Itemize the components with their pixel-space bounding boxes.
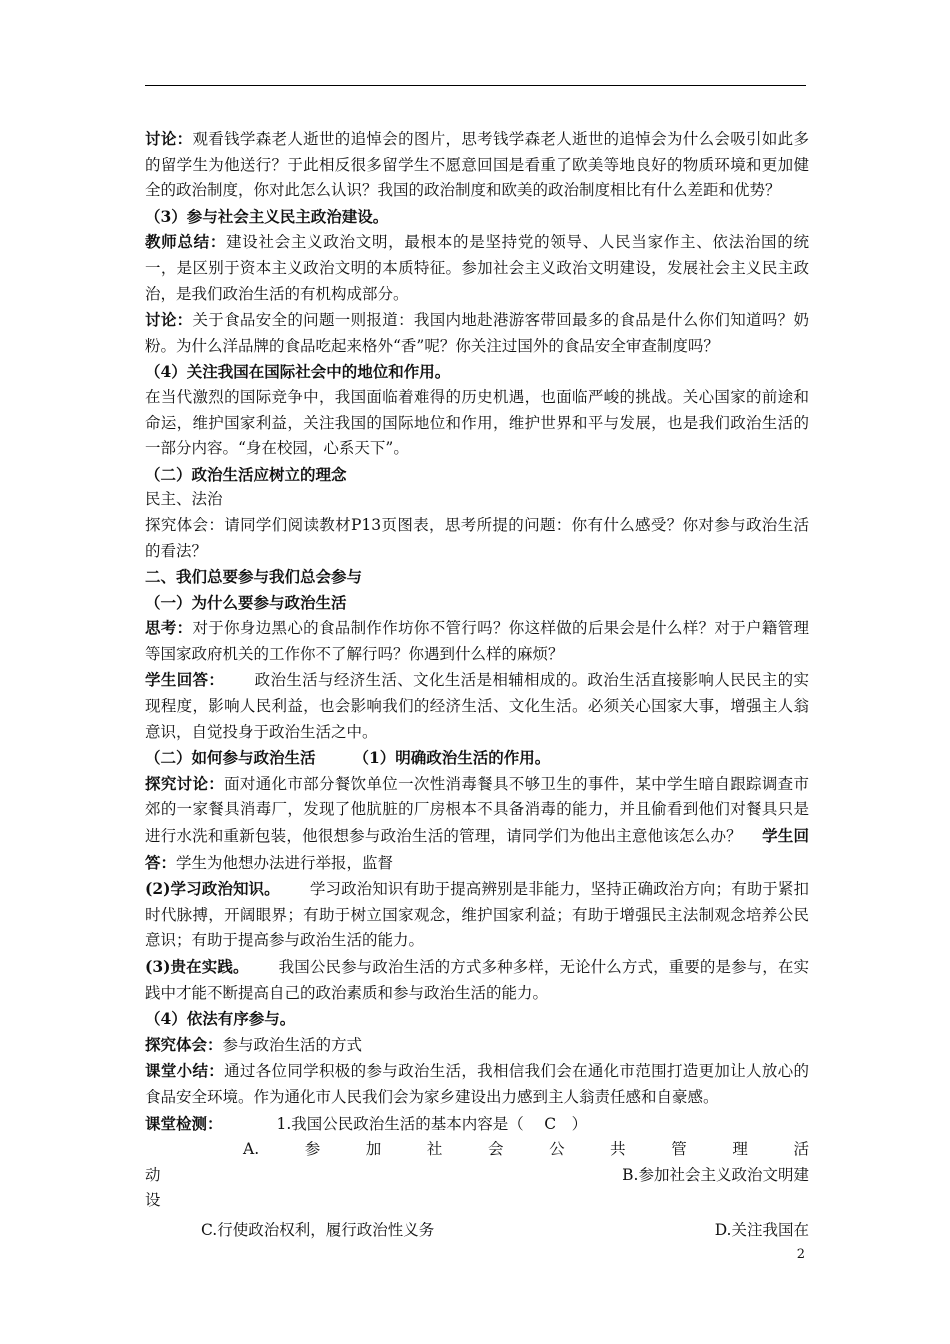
paragraph-student-answer [145,667,809,745]
label: 探究体会： [145,1034,223,1054]
option-a-char: 加 [365,1140,382,1159]
text: 关于食品安全的问题一则报道：我国内地赴港游客带回最多的食品是什么你们知道吗？奶粉。为什么洋品牌的食品吃起来格外“香”呢？你关注过国外的食品安全审查制度吗？ [145,311,809,355]
paragraph-practice [145,954,809,1006]
option-a-char: 会 [487,1140,504,1159]
label: 课堂检测： [145,1113,223,1133]
document-body [145,126,809,1244]
heading-text: 二、我们总要参与我们总会参与 [145,567,363,587]
option-a-char: 参 [304,1140,321,1159]
label: (3)贵在实践。 [145,957,249,976]
label: 课堂小结： [145,1061,225,1081]
text: 面对通化市部分餐饮单位一次性消毒餐具不够卫生的事件，某中学生暗自跟踪调查市郊的一家餐具消毒厂，发现了他肮脏的厂房根本不具备消毒的能力，并且偷看到他们对餐具只是进行水洗和重新包装，他很想参与政治生活的管理，请同学们为他出主意他该怎么办？ [145,774,809,846]
label: 教师总结： [145,232,227,252]
question: 1.我国公民政治生活的基本内容是（ C ） [276,1114,588,1133]
option-b: B.参加社会主义政治文明建 [622,1165,809,1184]
heading-section-2 [145,564,809,590]
paragraph-summary [145,1058,809,1110]
heading-text: （4）关注我国在国际社会中的地位和作用。 [145,362,451,382]
text: 通过各位同学积极的参与政治生活，我相信我们会在通化市范围打造更加让人放心的食品安全环境。作为通化市人民我们会为家乡建设出力感到主人翁责任感和自豪感。 [145,1062,809,1106]
heading-text: （二）政治生活应树立的理念 [145,464,347,484]
paragraph-explore [145,513,809,564]
paragraph-test [145,1111,809,1138]
option-a-b-row [145,1163,809,1189]
option-a-tail: 动 [145,1165,161,1184]
label: 探究讨论： [145,773,225,793]
option-a-char: 活 [793,1140,809,1159]
heading-text: （4）依法有序参与。 [145,1009,296,1029]
text: 参与政治生活的方式 [222,1035,363,1054]
text: 我国公民参与政治生活的方式多种多样，无论什么方式，重要的是参与，在实践中才能不断提高自己的政治素质和参与政治生活的能力。 [145,958,809,1002]
label: 讨论： [145,310,193,330]
paragraph-explore-discussion [145,771,809,876]
option-a-char: 理 [732,1140,748,1159]
paragraph-discussion-1 [145,126,809,204]
label: 思考： [145,618,193,638]
text-2: 学生为他想办法进行举报，监督 [176,853,394,872]
paragraph-learn [145,876,809,954]
text: 探究体会：请同学们阅读教材P13页图表，思考所提的问题：你有什么感受？你对参与政治生活的看法？ [145,515,809,560]
heading-3 [145,204,809,230]
text: 建设社会主义政治文明，最根本的是坚持党的领导、人民当家作主、依法治国的统一，是区别于资本主义政治文明的本质特征。参加社会主义政治文明建设，发展社会主义民主政治，是我们政治生活的有机构成部分。 [145,233,809,303]
option-a [145,1137,809,1163]
header-rule [145,85,806,86]
heading-right: （1）明确政治生活的作用。 [353,748,551,768]
paragraph-discussion-2 [145,307,809,359]
option-c: C.行使政治权利，履行政治性义务 [201,1220,435,1239]
paragraph-democracy [145,487,809,513]
option-a-char: 公 [549,1140,565,1159]
heading-how [145,745,809,771]
label-2: 学生回答： [145,826,809,872]
option-a-char: 管 [671,1140,687,1159]
label: (2)学习政治知识。 [145,879,280,899]
paragraph-teacher-summary [145,229,809,307]
paragraph-think [145,615,809,667]
heading-4 [145,359,809,385]
text: 学习政治知识有助于提高辨别是非能力，坚持正确政治方向；有助于紧扣时代脉搏，开阔眼界；有助于树立国家观念，维护国家利益；有助于增强民主法制观念培养公民意识；有助于提高参与政治生活的能力。 [145,880,809,950]
text: 在当代激烈的国际竞争中，我国面临着难得的历史机遇，也面临严峻的挑战。关心国家的前途和命运，维护国家利益，关注我国的国际地位和作用，维护世界和平与发展，也是我们政治生活的一部分内容。“身在校园，心系天下”。 [145,387,809,458]
heading-ideas [145,462,809,488]
heading-text: （3）参与社会主义民主政治建设。 [145,206,389,226]
label: 讨论： [145,129,193,148]
option-c-d-row [145,1218,809,1244]
option-a-char: 社 [426,1140,443,1159]
page-number: 2 [796,1247,805,1262]
text: 民主、法治 [145,490,223,509]
paragraph-experience [145,1032,809,1059]
label: 学生回答： [145,670,225,690]
heading-lawful [145,1006,809,1032]
text: 观看钱学森老人逝世的追悼会的图片，思考钱学森老人逝世的追悼会为什么会吸引如此多的留学生为他送行？于此相反很多留学生不愿意回国是看重了欧美等地良好的物质环境和更加健全的政治制度，你对此怎么认识？我国的政治制度和欧美的政治制度相比有什么差距和优势？ [145,130,809,200]
heading-text: （一）为什么要参与政治生活 [145,592,347,612]
heading-why [145,590,809,616]
text: 对于你身边黑心的食品制作作坊你不管行吗？你这样做的后果会是什么样？对于户籍管理等国家政府机关的工作你不了解行吗？你遇到什么样的麻烦？ [145,619,809,663]
option-d: D.关注我国在 [714,1220,809,1239]
heading-left: （二）如何参与政治生活 [145,748,316,768]
option-a-char: 共 [610,1140,626,1159]
paragraph-international [145,385,809,462]
option-a-char: A. [243,1140,260,1159]
option-b-tail: 设 [145,1191,161,1210]
text: 政治生活与经济生活、文化生活是相辅相成的。政治生活直接影响人民民主的实现程度，影响人民利益，也会影响我们的经济生活、文化生活。必须关心国家大事，增强主人翁意识，自觉投身于政治生活之中。 [145,671,809,741]
